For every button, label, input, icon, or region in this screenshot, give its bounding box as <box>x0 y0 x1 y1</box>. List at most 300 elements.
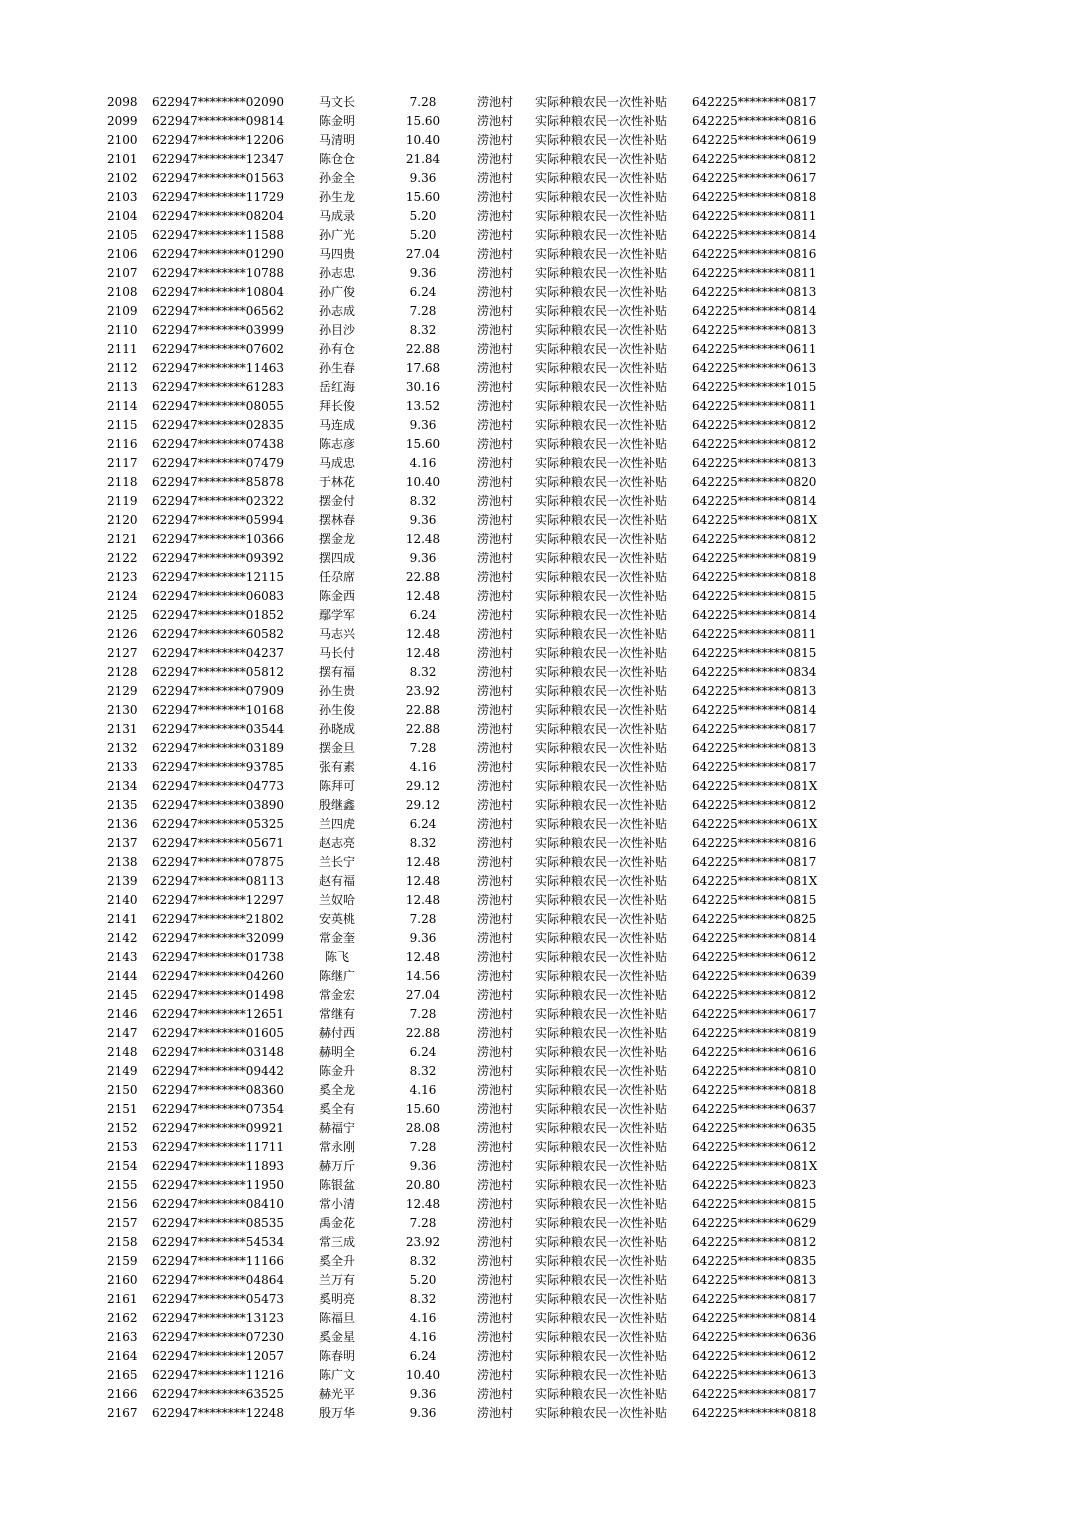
subsidy-amount: 8.32 <box>409 1292 437 1306</box>
row-number: 2102 <box>107 171 138 185</box>
farmer-name: 马连成 <box>318 418 355 432</box>
table-row <box>0 815 1074 834</box>
farmer-name: 于林花 <box>318 475 355 489</box>
row-number: 2101 <box>107 152 138 166</box>
table-row <box>0 1138 1074 1157</box>
bank-account: 622947********63525 <box>152 1387 284 1401</box>
row-number: 2141 <box>107 912 138 926</box>
subsidy-type: 实际种粮农民一次性补贴 <box>535 855 668 869</box>
table-row <box>0 1385 1074 1404</box>
subsidy-amount: 4.16 <box>409 1330 437 1344</box>
village-name: 涝池村 <box>476 1254 513 1268</box>
id-number: 642225********0811 <box>692 266 817 280</box>
row-number: 2118 <box>107 475 138 489</box>
subsidy-amount: 4.16 <box>409 456 437 470</box>
table-row <box>0 1214 1074 1233</box>
row-number: 2156 <box>107 1197 138 1211</box>
table-row <box>0 1043 1074 1062</box>
table-row <box>0 245 1074 264</box>
table-row <box>0 1366 1074 1385</box>
farmer-name: 奚明亮 <box>318 1292 355 1306</box>
row-number: 2135 <box>107 798 138 812</box>
id-number: 642225********0814 <box>692 304 817 318</box>
id-number: 642225********0819 <box>692 551 817 565</box>
village-name: 涝池村 <box>476 95 513 109</box>
table-row <box>0 644 1074 663</box>
subsidy-amount: 30.16 <box>405 380 441 394</box>
farmer-name: 陈志彦 <box>318 437 355 451</box>
bank-account: 622947********08410 <box>152 1197 284 1211</box>
row-number: 2120 <box>107 513 138 527</box>
farmer-name: 殷继鑫 <box>318 798 355 812</box>
subsidy-amount: 22.88 <box>405 1026 441 1040</box>
id-number: 642225********081X <box>692 513 818 527</box>
row-number: 2119 <box>107 494 138 508</box>
table-row <box>0 758 1074 777</box>
table-row <box>0 492 1074 511</box>
subsidy-amount: 22.88 <box>405 342 441 356</box>
row-number: 2149 <box>107 1064 138 1078</box>
subsidy-amount: 8.32 <box>409 1254 437 1268</box>
row-number: 2113 <box>107 380 138 394</box>
subsidy-amount: 4.16 <box>409 1083 437 1097</box>
subsidy-amount: 12.48 <box>405 874 441 888</box>
subsidy-type: 实际种粮农民一次性补贴 <box>535 950 668 964</box>
bank-account: 622947********12347 <box>152 152 284 166</box>
bank-account: 622947********04260 <box>152 969 284 983</box>
subsidy-type: 实际种粮农民一次性补贴 <box>535 741 668 755</box>
subsidy-type: 实际种粮农民一次性补贴 <box>535 1197 668 1211</box>
bank-account: 622947********01498 <box>152 988 284 1002</box>
farmer-name: 陈金西 <box>318 589 355 603</box>
village-name: 涝池村 <box>476 950 513 964</box>
table-row <box>0 606 1074 625</box>
subsidy-type: 实际种粮农民一次性补贴 <box>535 665 668 679</box>
farmer-name: 摆金龙 <box>318 532 355 546</box>
bank-account: 622947********01563 <box>152 171 284 185</box>
subsidy-amount: 9.36 <box>409 513 437 527</box>
subsidy-amount: 6.24 <box>409 1045 437 1059</box>
bank-account: 622947********93785 <box>152 760 284 774</box>
village-name: 涝池村 <box>476 209 513 223</box>
subsidy-amount: 9.36 <box>409 266 437 280</box>
bank-account: 622947********11729 <box>152 190 284 204</box>
farmer-name: 陈金明 <box>318 114 355 128</box>
farmer-name: 孙生贵 <box>318 684 355 698</box>
subsidy-type: 实际种粮农民一次性补贴 <box>535 418 668 432</box>
farmer-name: 赫光平 <box>318 1387 355 1401</box>
village-name: 涝池村 <box>476 247 513 261</box>
farmer-name: 兰四虎 <box>318 817 355 831</box>
id-number: 642225********0616 <box>692 1045 817 1059</box>
row-number: 2152 <box>107 1121 138 1135</box>
subsidy-amount: 9.36 <box>409 551 437 565</box>
farmer-name: 摆金旦 <box>318 741 355 755</box>
id-number: 642225********0813 <box>692 684 817 698</box>
subsidy-type: 实际种粮农民一次性补贴 <box>535 893 668 907</box>
subsidy-amount: 27.04 <box>405 247 441 261</box>
row-number: 2138 <box>107 855 138 869</box>
subsidy-type: 实际种粮农民一次性补贴 <box>535 133 668 147</box>
farmer-name: 摆林春 <box>318 513 355 527</box>
id-number: 642225********0813 <box>692 285 817 299</box>
subsidy-type: 实际种粮农民一次性补贴 <box>535 931 668 945</box>
row-number: 2159 <box>107 1254 138 1268</box>
farmer-name: 赫福宁 <box>318 1121 355 1135</box>
subsidy-amount: 7.28 <box>409 95 437 109</box>
village-name: 涝池村 <box>476 912 513 926</box>
row-number: 2131 <box>107 722 138 736</box>
id-number: 642225********0812 <box>692 1235 817 1249</box>
bank-account: 622947********07602 <box>152 342 284 356</box>
farmer-name: 常小清 <box>318 1197 355 1211</box>
subsidy-type: 实际种粮农民一次性补贴 <box>535 684 668 698</box>
bank-account: 622947********12297 <box>152 893 284 907</box>
subsidy-amount: 5.20 <box>409 209 437 223</box>
village-name: 涝池村 <box>476 1292 513 1306</box>
row-number: 2163 <box>107 1330 138 1344</box>
row-number: 2153 <box>107 1140 138 1154</box>
table-row <box>0 834 1074 853</box>
subsidy-type: 实际种粮农民一次性补贴 <box>535 1102 668 1116</box>
farmer-name: 孙生龙 <box>318 190 355 204</box>
subsidy-type: 实际种粮农民一次性补贴 <box>535 1007 668 1021</box>
subsidy-type: 实际种粮农民一次性补贴 <box>535 1083 668 1097</box>
subsidy-type: 实际种粮农民一次性补贴 <box>535 722 668 736</box>
subsidy-amount: 15.60 <box>405 1102 441 1116</box>
subsidy-amount: 9.36 <box>409 1406 437 1420</box>
subsidy-type: 实际种粮农民一次性补贴 <box>535 1235 668 1249</box>
subsidy-type: 实际种粮农民一次性补贴 <box>535 646 668 660</box>
village-name: 涝池村 <box>476 190 513 204</box>
subsidy-type: 实际种粮农民一次性补贴 <box>535 1368 668 1382</box>
farmer-name: 奚全龙 <box>318 1083 355 1097</box>
id-number: 642225********0835 <box>692 1254 817 1268</box>
table-row <box>0 435 1074 454</box>
village-name: 涝池村 <box>476 1178 513 1192</box>
subsidy-amount: 12.48 <box>405 646 441 660</box>
farmer-name: 马成忠 <box>318 456 355 470</box>
id-number: 642225********0611 <box>692 342 817 356</box>
id-number: 642225********0813 <box>692 456 817 470</box>
subsidy-amount: 14.56 <box>405 969 441 983</box>
id-number: 642225********0820 <box>692 475 817 489</box>
village-name: 涝池村 <box>476 608 513 622</box>
row-number: 2106 <box>107 247 138 261</box>
subsidy-amount: 8.32 <box>409 665 437 679</box>
id-number: 642225********0612 <box>692 950 817 964</box>
id-number: 642225********0814 <box>692 703 817 717</box>
subsidy-type: 实际种粮农民一次性补贴 <box>535 1121 668 1135</box>
id-number: 642225********0813 <box>692 741 817 755</box>
subsidy-type: 实际种粮农民一次性补贴 <box>535 532 668 546</box>
subsidy-amount: 15.60 <box>405 437 441 451</box>
village-name: 涝池村 <box>476 988 513 1002</box>
village-name: 涝池村 <box>476 589 513 603</box>
table-row <box>0 378 1074 397</box>
table-row <box>0 948 1074 967</box>
subsidy-type: 实际种粮农民一次性补贴 <box>535 1387 668 1401</box>
farmer-name: 张有素 <box>318 760 355 774</box>
village-name: 涝池村 <box>476 171 513 185</box>
village-name: 涝池村 <box>476 798 513 812</box>
row-number: 2139 <box>107 874 138 888</box>
row-number: 2130 <box>107 703 138 717</box>
subsidy-amount: 6.24 <box>409 285 437 299</box>
row-number: 2111 <box>107 342 138 356</box>
row-number: 2110 <box>107 323 138 337</box>
subsidy-type: 实际种粮农民一次性补贴 <box>535 703 668 717</box>
subsidy-type: 实际种粮农民一次性补贴 <box>535 551 668 565</box>
farmer-name: 陈福旦 <box>318 1311 355 1325</box>
table-row <box>0 663 1074 682</box>
village-name: 涝池村 <box>476 456 513 470</box>
farmer-name: 马志兴 <box>318 627 355 641</box>
subsidy-amount: 9.36 <box>409 1387 437 1401</box>
id-number: 642225********0814 <box>692 608 817 622</box>
village-name: 涝池村 <box>476 361 513 375</box>
farmer-name: 禹金花 <box>318 1216 355 1230</box>
bank-account: 622947********03999 <box>152 323 284 337</box>
subsidy-type: 实际种粮农民一次性补贴 <box>535 323 668 337</box>
subsidy-amount: 8.32 <box>409 323 437 337</box>
id-number: 642225********0818 <box>692 190 817 204</box>
village-name: 涝池村 <box>476 741 513 755</box>
id-number: 642225********0816 <box>692 114 817 128</box>
bank-account: 622947********07909 <box>152 684 284 698</box>
row-number: 2146 <box>107 1007 138 1021</box>
subsidy-type: 实际种粮农民一次性补贴 <box>535 342 668 356</box>
subsidy-amount: 12.48 <box>405 893 441 907</box>
bank-account: 622947********21802 <box>152 912 284 926</box>
id-number: 642225********0811 <box>692 627 817 641</box>
bank-account: 622947********09392 <box>152 551 284 565</box>
id-number: 642225********0612 <box>692 1349 817 1363</box>
farmer-name: 赫万斤 <box>318 1159 355 1173</box>
table-row <box>0 1252 1074 1271</box>
village-name: 涝池村 <box>476 1064 513 1078</box>
id-number: 642225********0617 <box>692 1007 817 1021</box>
id-number: 642225********0817 <box>692 760 817 774</box>
village-name: 涝池村 <box>476 1387 513 1401</box>
id-number: 642225********0817 <box>692 1387 817 1401</box>
subsidy-type: 实际种粮农民一次性补贴 <box>535 95 668 109</box>
bank-account: 622947********05473 <box>152 1292 284 1306</box>
table-row <box>0 283 1074 302</box>
id-number: 642225********0817 <box>692 855 817 869</box>
village-name: 涝池村 <box>476 969 513 983</box>
subsidy-amount: 22.88 <box>405 703 441 717</box>
id-number: 642225********0815 <box>692 893 817 907</box>
farmer-name: 马四贵 <box>318 247 355 261</box>
row-number: 2128 <box>107 665 138 679</box>
table-row <box>0 1271 1074 1290</box>
village-name: 涝池村 <box>476 1197 513 1211</box>
subsidy-type: 实际种粮农民一次性补贴 <box>535 760 668 774</box>
farmer-name: 陈春明 <box>318 1349 355 1363</box>
bank-account: 622947********03189 <box>152 741 284 755</box>
farmer-name: 赵志亮 <box>318 836 355 850</box>
row-number: 2117 <box>107 456 138 470</box>
row-number: 2112 <box>107 361 138 375</box>
subsidy-amount: 8.32 <box>409 836 437 850</box>
table-row <box>0 587 1074 606</box>
bank-account: 622947********07875 <box>152 855 284 869</box>
subsidy-amount: 22.88 <box>405 570 441 584</box>
subsidy-type: 实际种粮农民一次性补贴 <box>535 456 668 470</box>
subsidy-amount: 5.20 <box>409 228 437 242</box>
village-name: 涝池村 <box>476 1216 513 1230</box>
table-row <box>0 625 1074 644</box>
subsidy-amount: 21.84 <box>405 152 441 166</box>
bank-account: 622947********11166 <box>152 1254 284 1268</box>
row-number: 2104 <box>107 209 138 223</box>
farmer-name: 陈继广 <box>318 969 355 983</box>
id-number: 642225********0816 <box>692 836 817 850</box>
subsidy-type: 实际种粮农民一次性补贴 <box>535 1254 668 1268</box>
row-number: 2165 <box>107 1368 138 1382</box>
subsidy-type: 实际种粮农民一次性补贴 <box>535 1273 668 1287</box>
table-row <box>0 1024 1074 1043</box>
subsidy-amount: 15.60 <box>405 114 441 128</box>
bank-account: 622947********08204 <box>152 209 284 223</box>
village-name: 涝池村 <box>476 114 513 128</box>
subsidy-type: 实际种粮农民一次性补贴 <box>535 361 668 375</box>
village-name: 涝池村 <box>476 551 513 565</box>
row-number: 2145 <box>107 988 138 1002</box>
table-row <box>0 93 1074 112</box>
bank-account: 622947********04864 <box>152 1273 284 1287</box>
farmer-name: 摆四成 <box>318 551 355 565</box>
id-number: 642225********0825 <box>692 912 817 926</box>
bank-account: 622947********05812 <box>152 665 284 679</box>
farmer-name: 孙广俊 <box>318 285 355 299</box>
table-row <box>0 1309 1074 1328</box>
bank-account: 622947********32099 <box>152 931 284 945</box>
bank-account: 622947********09442 <box>152 1064 284 1078</box>
village-name: 涝池村 <box>476 285 513 299</box>
subsidy-amount: 9.36 <box>409 418 437 432</box>
id-number: 642225********0814 <box>692 494 817 508</box>
bank-account: 622947********11893 <box>152 1159 284 1173</box>
subsidy-amount: 6.24 <box>409 1349 437 1363</box>
subsidy-amount: 10.40 <box>405 133 441 147</box>
bank-account: 622947********01852 <box>152 608 284 622</box>
row-number: 2144 <box>107 969 138 983</box>
bank-account: 622947********05325 <box>152 817 284 831</box>
subsidy-type: 实际种粮农民一次性补贴 <box>535 171 668 185</box>
row-number: 2124 <box>107 589 138 603</box>
village-name: 涝池村 <box>476 1140 513 1154</box>
farmer-name: 马成录 <box>318 209 355 223</box>
row-number: 2160 <box>107 1273 138 1287</box>
farmer-name: 孙金全 <box>318 171 355 185</box>
subsidy-type: 实际种粮农民一次性补贴 <box>535 285 668 299</box>
id-number: 642225********0613 <box>692 1368 817 1382</box>
table-row <box>0 701 1074 720</box>
village-name: 涝池村 <box>476 380 513 394</box>
farmer-name: 常金宏 <box>318 988 355 1002</box>
subsidy-type: 实际种粮农民一次性补贴 <box>535 1159 668 1173</box>
table-row <box>0 891 1074 910</box>
row-number: 2125 <box>107 608 138 622</box>
village-name: 涝池村 <box>476 855 513 869</box>
bank-account: 622947********85878 <box>152 475 284 489</box>
farmer-name: 陈拜可 <box>318 779 355 793</box>
farmer-name: 常继有 <box>318 1007 355 1021</box>
farmer-name: 孙志成 <box>318 304 355 318</box>
village-name: 涝池村 <box>476 342 513 356</box>
subsidy-type: 实际种粮农民一次性补贴 <box>535 1064 668 1078</box>
table-row <box>0 359 1074 378</box>
farmer-name: 陈仓仓 <box>318 152 355 166</box>
row-number: 2137 <box>107 836 138 850</box>
village-name: 涝池村 <box>476 874 513 888</box>
table-row <box>0 169 1074 188</box>
table-row <box>0 340 1074 359</box>
village-name: 涝池村 <box>476 133 513 147</box>
subsidy-amount: 15.60 <box>405 190 441 204</box>
row-number: 2155 <box>107 1178 138 1192</box>
subsidy-type: 实际种粮农民一次性补贴 <box>535 1140 668 1154</box>
bank-account: 622947********12206 <box>152 133 284 147</box>
id-number: 642225********0816 <box>692 247 817 261</box>
table-row <box>0 1081 1074 1100</box>
subsidy-type: 实际种粮农民一次性补贴 <box>535 1406 668 1420</box>
row-number: 2127 <box>107 646 138 660</box>
subsidy-type: 实际种粮农民一次性补贴 <box>535 266 668 280</box>
table-row <box>0 397 1074 416</box>
village-name: 涝池村 <box>476 570 513 584</box>
village-name: 涝池村 <box>476 1026 513 1040</box>
village-name: 涝池村 <box>476 1330 513 1344</box>
village-name: 涝池村 <box>476 228 513 242</box>
bank-account: 622947********03148 <box>152 1045 284 1059</box>
row-number: 2167 <box>107 1406 138 1420</box>
table-row <box>0 777 1074 796</box>
table-row <box>0 1176 1074 1195</box>
table-row <box>0 321 1074 340</box>
village-name: 涝池村 <box>476 703 513 717</box>
table-row <box>0 302 1074 321</box>
village-name: 涝池村 <box>476 1045 513 1059</box>
table-row <box>0 131 1074 150</box>
subsidy-type: 实际种粮农民一次性补贴 <box>535 152 668 166</box>
table-row <box>0 264 1074 283</box>
bank-account: 622947********03890 <box>152 798 284 812</box>
table-row <box>0 454 1074 473</box>
table-row <box>0 929 1074 948</box>
farmer-name: 孙目沙 <box>318 323 355 337</box>
bank-account: 622947********01605 <box>152 1026 284 1040</box>
subsidy-amount: 8.32 <box>409 1064 437 1078</box>
farmer-name: 孙志忠 <box>318 266 355 280</box>
subsidy-amount: 7.28 <box>409 1216 437 1230</box>
row-number: 2136 <box>107 817 138 831</box>
subsidy-type: 实际种粮农民一次性补贴 <box>535 190 668 204</box>
row-number: 2157 <box>107 1216 138 1230</box>
subsidy-type: 实际种粮农民一次性补贴 <box>535 437 668 451</box>
bank-account: 622947********07479 <box>152 456 284 470</box>
table-row <box>0 112 1074 131</box>
bank-account: 622947********13123 <box>152 1311 284 1325</box>
row-number: 2151 <box>107 1102 138 1116</box>
farmer-name: 常三成 <box>318 1235 355 1249</box>
subsidy-type: 实际种粮农民一次性补贴 <box>535 589 668 603</box>
subsidy-amount: 12.48 <box>405 589 441 603</box>
table-row <box>0 796 1074 815</box>
row-number: 2148 <box>107 1045 138 1059</box>
